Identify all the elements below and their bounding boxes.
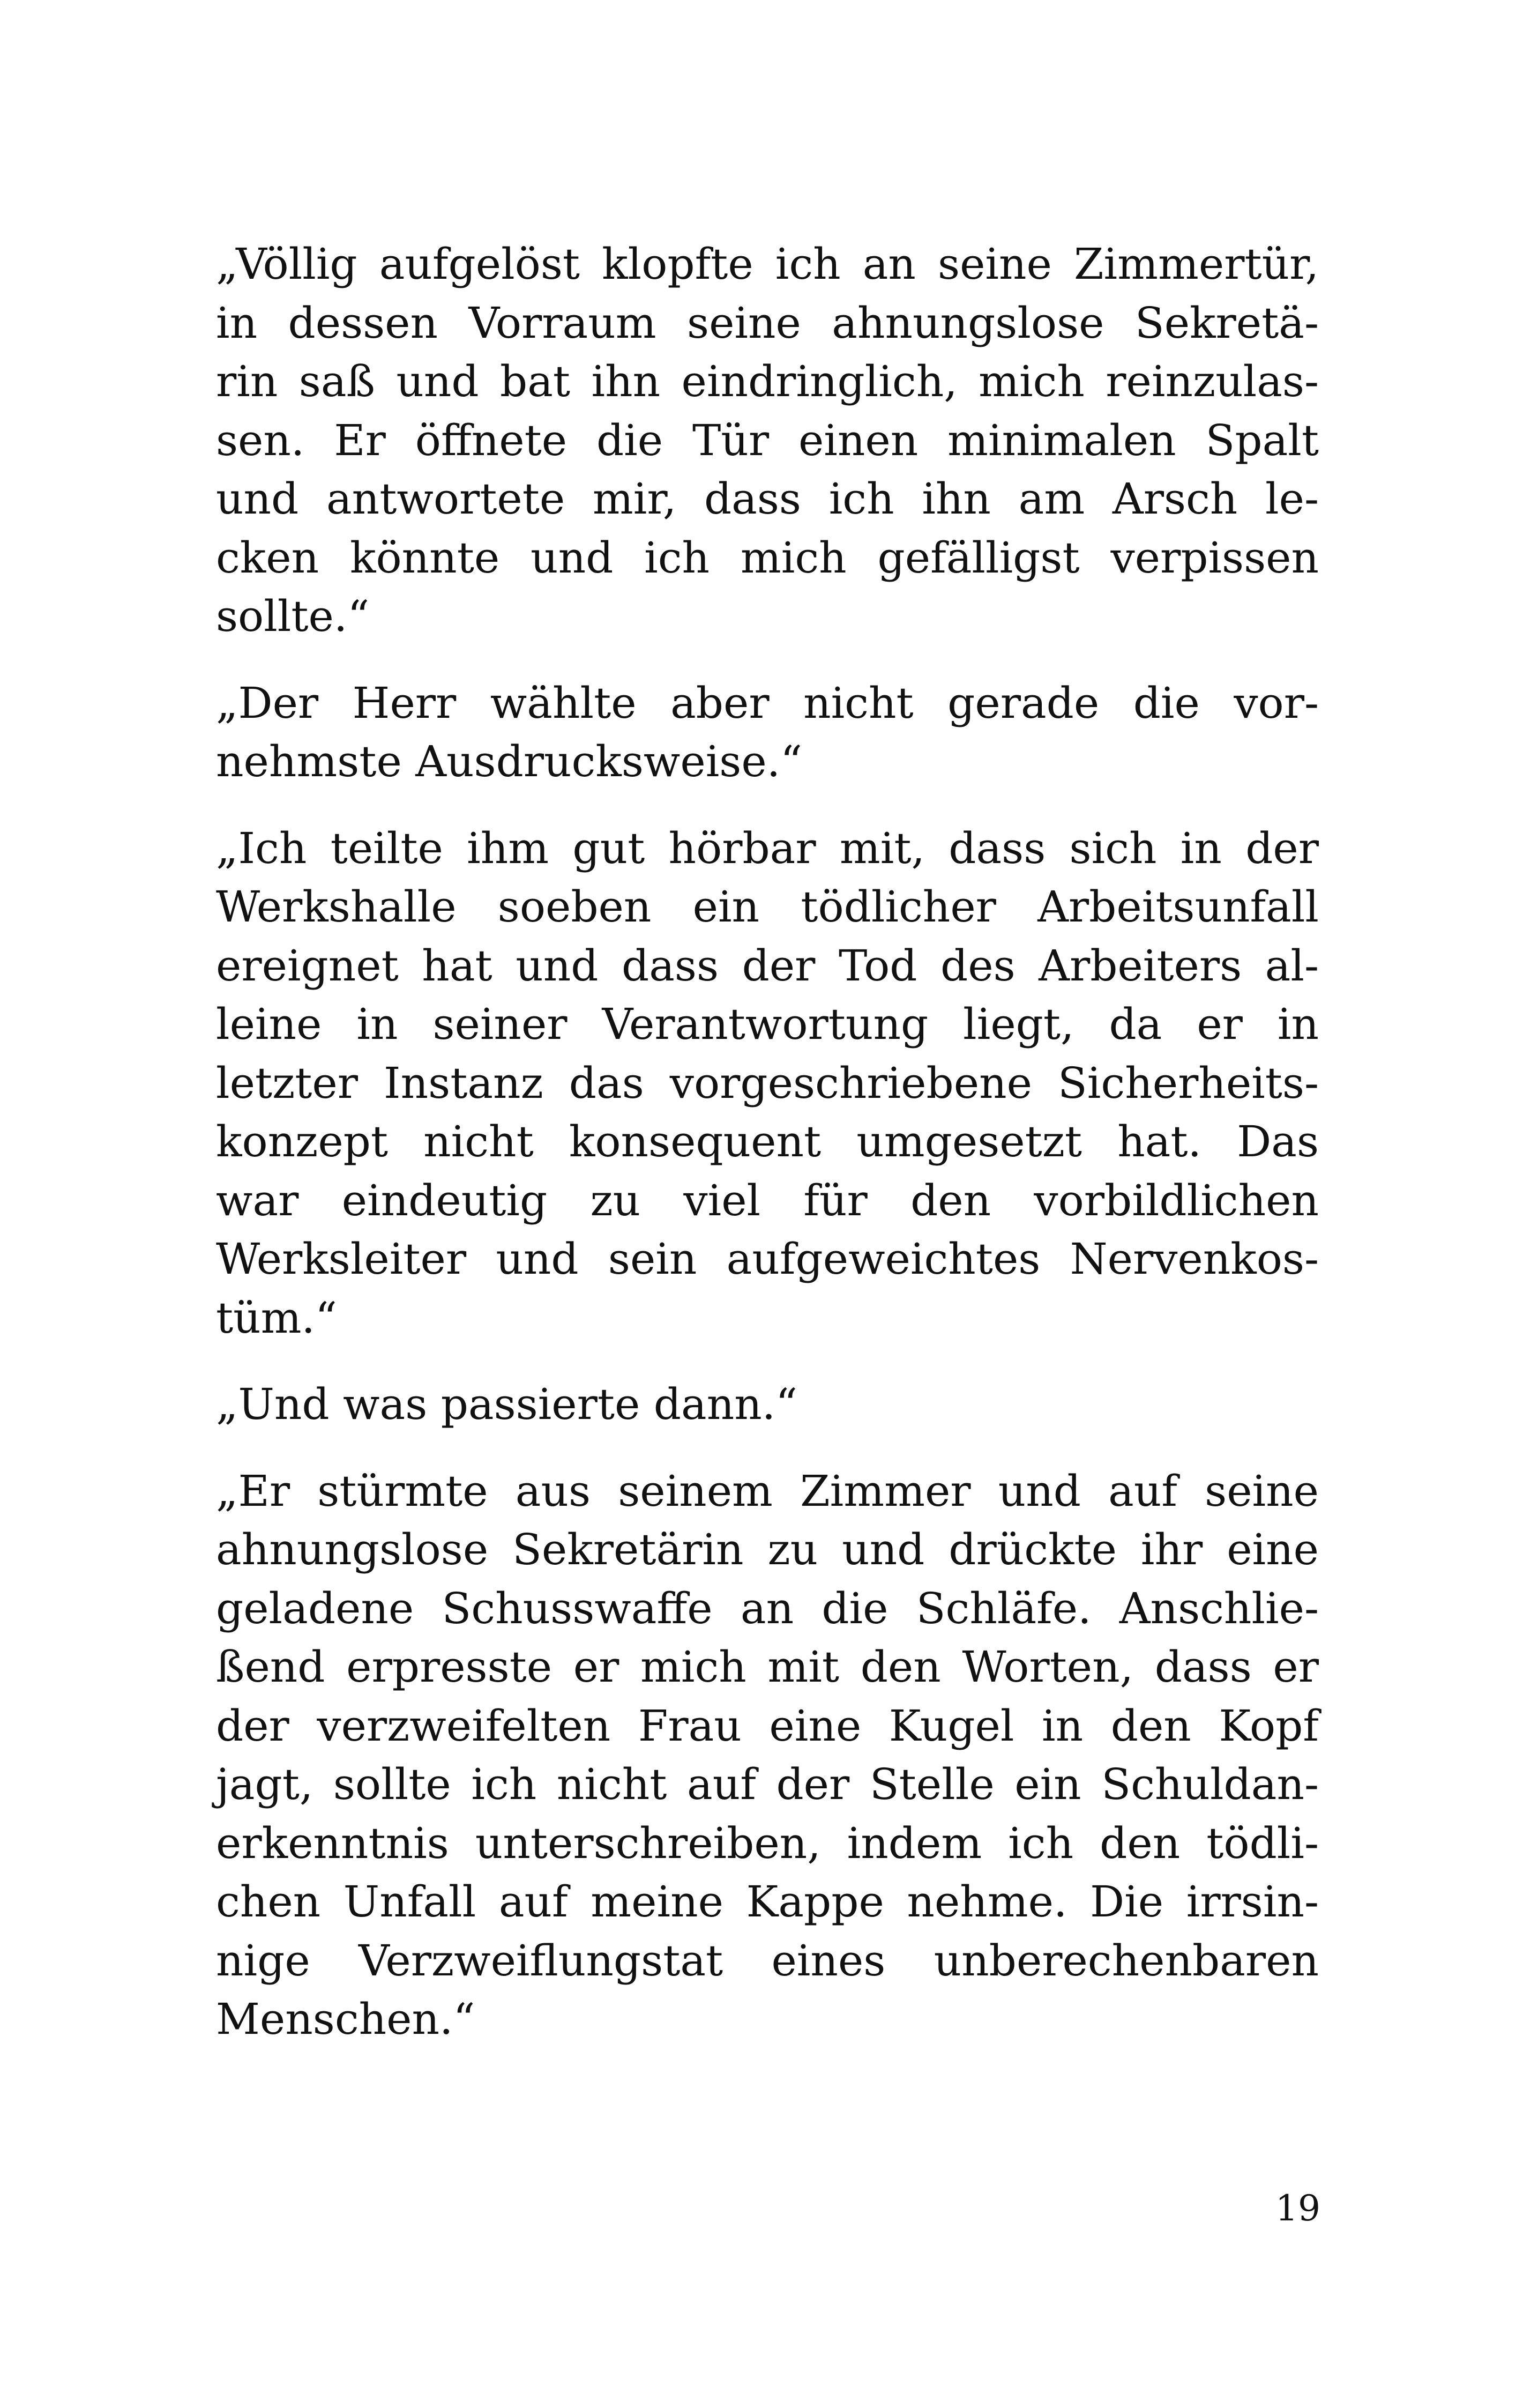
text-line: letzter Instanz das vorgeschriebene Sicherheits- bbox=[216, 1058, 1319, 1108]
text-line: „Völlig aufgelöst klopfte ich an seine Zimmertür, bbox=[216, 239, 1319, 289]
text-line: erkenntnis unterschreiben, indem ich den tödli- bbox=[216, 1818, 1319, 1868]
text-line: ßend erpresste er mich mit den Worten, dass er bbox=[216, 1642, 1319, 1692]
text-line: konzept nicht konsequent umgesetzt hat. Das bbox=[216, 1117, 1319, 1166]
text-line: tüm.“ bbox=[216, 1292, 337, 1343]
text-line: Werkshalle soeben ein tödlicher Arbeitsunfall bbox=[216, 882, 1319, 932]
paragraph bbox=[216, 1375, 1319, 1434]
paragraph bbox=[216, 674, 1319, 791]
body-text bbox=[216, 235, 1319, 2077]
text-line: „Und was passierte dann.“ bbox=[216, 1379, 798, 1429]
text-line: war eindeutig zu viel für den vorbildlichen bbox=[216, 1175, 1319, 1225]
text-line: nehmste Ausdrucksweise.“ bbox=[216, 737, 803, 786]
text-line: Menschen.“ bbox=[216, 1994, 475, 2044]
paragraph bbox=[216, 1462, 1319, 2049]
text-line: sen. Er öffnete die Tür einen minimalen Spalt bbox=[216, 415, 1319, 465]
text-line: leine in seiner Verantwortung liegt, da er in bbox=[216, 999, 1319, 1049]
text-line: „Ich teilte ihm gut hörbar mit, dass sich in der bbox=[216, 823, 1319, 873]
paragraph bbox=[216, 819, 1319, 1348]
text-line: ahnungslose Sekretärin zu und drückte ihr eine bbox=[216, 1525, 1319, 1574]
text-line: und antwortete mir, dass ich ihn am Arsch le- bbox=[216, 474, 1319, 524]
text-line: chen Unfall auf meine Kappe nehme. Die irrsin- bbox=[216, 1877, 1319, 1927]
page-number: 19 bbox=[1275, 2188, 1320, 2229]
text-line: rin saß und bat ihn eindringlich, mich reinzulas- bbox=[216, 356, 1319, 406]
text-line: Werksleiter und sein aufgeweichtes Nervenkos- bbox=[216, 1234, 1319, 1284]
text-line: jagt, sollte ich nicht auf der Stelle ein Schuldan- bbox=[216, 1759, 1319, 1809]
paragraph bbox=[216, 235, 1319, 646]
text-line: cken könnte und ich mich gefälligst verpissen bbox=[216, 532, 1319, 583]
text-line: sollte.“ bbox=[216, 591, 370, 641]
text-line: der verzweifelten Frau eine Kugel in den Kopf bbox=[216, 1700, 1319, 1751]
text-line: „Der Herr wählte aber nicht gerade die vor- bbox=[216, 678, 1319, 728]
text-line: ereignet hat und dass der Tod des Arbeiters al- bbox=[216, 940, 1319, 991]
text-line: „Er stürmte aus seinem Zimmer und auf seine bbox=[216, 1466, 1319, 1516]
text-line: in dessen Vorraum seine ahnungslose Sekretä- bbox=[216, 298, 1319, 348]
text-line: geladene Schusswaffe an die Schläfe. Anschlie- bbox=[216, 1583, 1319, 1633]
text-line: nige Verzweiflungstat eines unberechenbaren bbox=[216, 1935, 1319, 1986]
